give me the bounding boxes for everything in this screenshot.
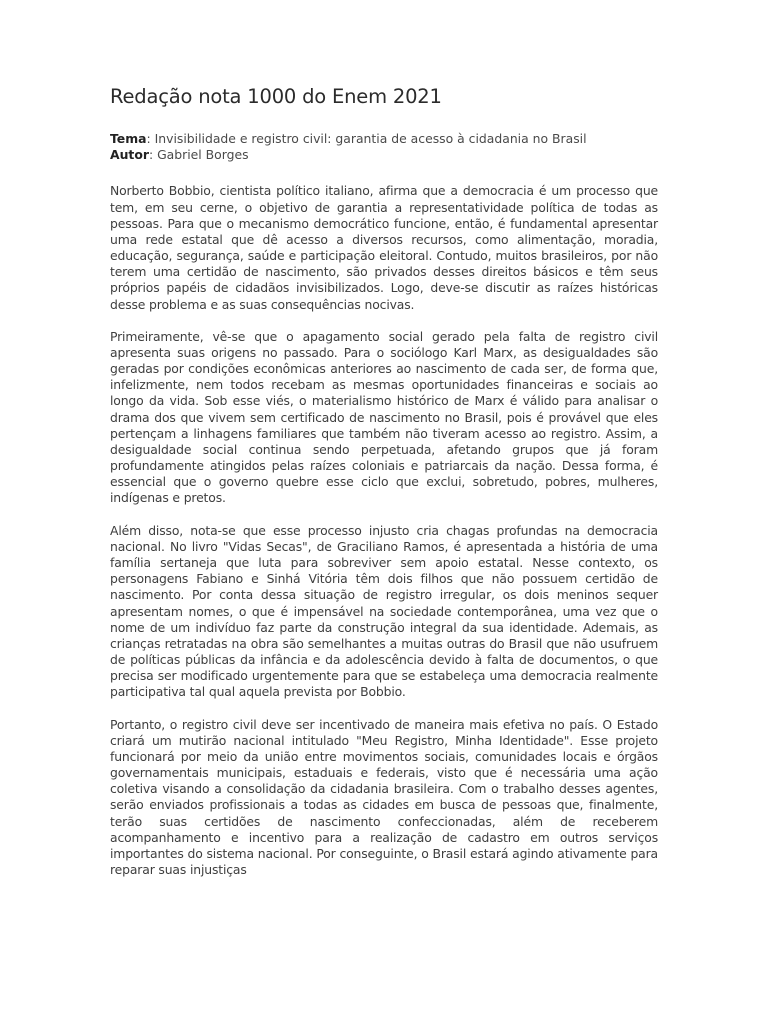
tema-line <box>110 131 658 147</box>
document-meta <box>110 131 658 163</box>
paragraph-introduction: Norberto Bobbio, cientista político italiano, afirma que a democracia é um processo que tem, em seu cerne, o objetivo de garantia a representatividade política de todas as pessoas. Para que o mecanismo democrático funcione, então, é fundamental apresentar uma rede estatal que dê acesso a diversos recursos, como alimentação, moradia, educação, segurança, saúde e participação eleitoral. Contudo, muitos brasileiros, por não terem uma certidão de nascimento, são privados desses direitos básicos e têm seus próprios papéis de cidadãos invisibilizados. Logo, deve-se discutir as raízes históricas desse problema e as suas consequências nocivas. <box>110 183 658 312</box>
paragraph-conclusion: Portanto, o registro civil deve ser incentivado de maneira mais efetiva no país. O Estado criará um mutirão nacional intitulado "Meu Registro, Minha Identidade". Esse projeto funcionará por meio da união entre movimentos sociais, comunidades locais e órgãos governamentais municipais, estaduais e federais, visto que é necessária uma ação coletiva visando a consolidação da cidadania brasileira. Com o trabalho desses agentes, serão enviados profissionais a todas as cidades em busca de pessoas que, finalmente, terão suas certidões de nascimento confeccionadas, além de receberem acompanhamento e incentivo para a realização de cadastro em outros serviços importantes do sistema nacional. Por conseguinte, o Brasil estará agindo ativamente para reparar suas injustiças <box>110 716 658 878</box>
tema-label: Tema <box>110 131 147 146</box>
autor-line <box>110 147 658 163</box>
document-title: Redação nota 1000 do Enem 2021 <box>110 85 442 108</box>
autor-value: : Gabriel Borges <box>148 147 249 163</box>
paragraph-development-2: Além disso, nota-se que esse processo injusto cria chagas profundas na democracia nacional. No livro "Vidas Secas", de Graciliano Ramos, é apresentada a história de uma família sertaneja que luta para sobreviver sem apoio estatal. Nesse contexto, os personagens Fabiano e Sinhá Vitória têm dois filhos que não possuem certidão de nascimento. Por conta dessa situação de registro irregular, os dois meninos sequer apresentam nomes, o que é impensável na sociedade contemporânea, uma vez que o nome de um indivíduo faz parte da construção integral da sua identidade. Ademais, as crianças retratadas na obra são semelhantes a muitas outras do Brasil que não usufruem de políticas públicas da infância e da adolescência devido à falta de documentos, o que precisa ser modificado urgentemente para que se estabeleça uma democracia realmente participativa tal qual aquela prevista por Bobbio. <box>110 522 658 700</box>
tema-value: : Invisibilidade e registro civil: garantia de acesso à cidadania no Brasil <box>146 131 587 146</box>
autor-label: Autor <box>110 147 149 163</box>
document-page <box>110 84 658 894</box>
paragraph-development-1: Primeiramente, vê-se que o apagamento social gerado pela falta de registro civil apresenta suas origens no passado. Para o sociólogo Karl Marx, as desigualdades são geradas por condições econômicas anteriores ao nascimento de cada ser, de forma que, infelizmente, nem todos recebam as mesmas oportunidades financeiras e sociais ao longo da vida. Sob esse viés, o materialismo histórico de Marx é válido para analisar o drama dos que vivem sem certificado de nascimento no Brasil, pois é provável que eles pertençam a linhagens familiares que também não tiveram acesso ao registro. Assim, a desigualdade social continua sendo perpetuada, afetando grupos que já foram profundamente atingidos pelas raízes coloniais e patriarcais da nação. Dessa forma, é essencial que o governo quebre esse ciclo que exclui, sobretudo, pobres, mulheres, indígenas e pretos. <box>110 328 658 506</box>
